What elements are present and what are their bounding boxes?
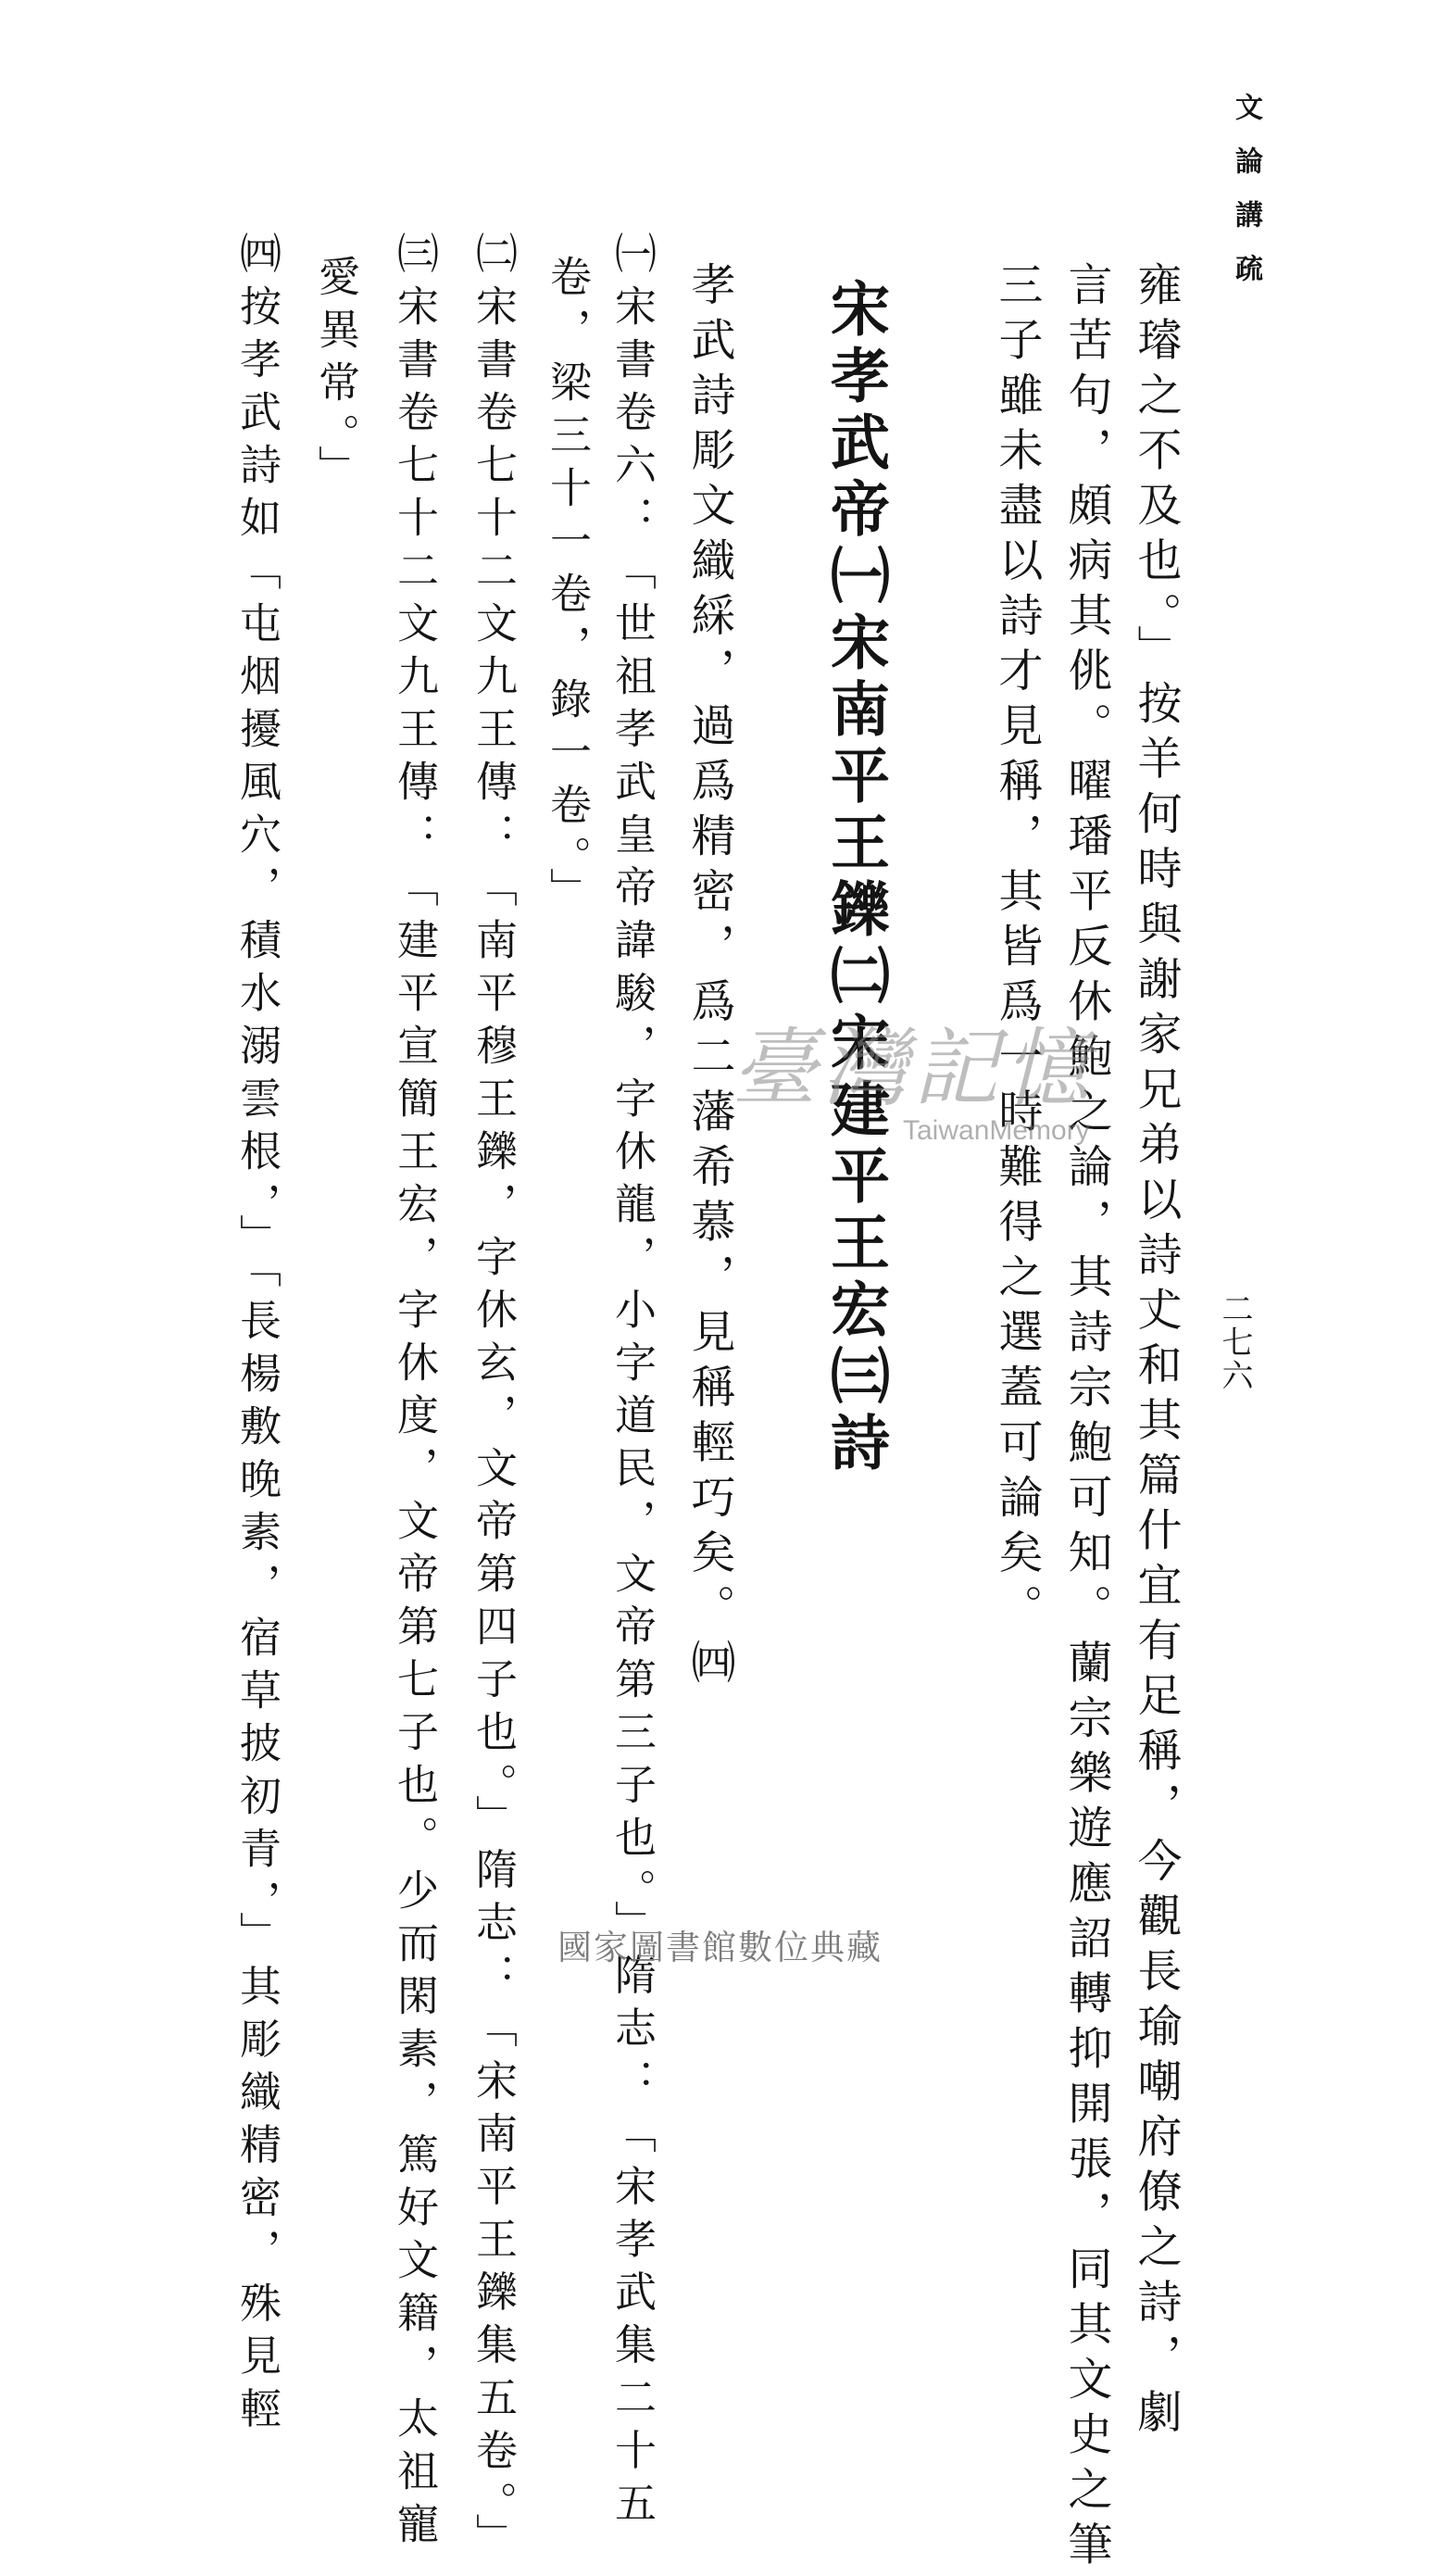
body-text-line-1: 雍璿之不及也。」按羊何時與謝家兄弟以詩𠀋和其篇什宜有足稱，今觀長瑜嘲府僚之詩，劇 <box>1130 261 1182 2444</box>
running-header-title: 文論講疏 <box>1230 93 1262 308</box>
watermark-subtext: TaiwanMemory <box>903 1115 1090 1146</box>
footnote-1-line-2: 卷，梁三十一卷，錄一卷。」 <box>543 255 592 921</box>
section-summary-line: 孝武詩彫文織綵，過爲精密，爲二藩希慕，見稱輕巧矣。㈣ <box>683 261 735 1694</box>
section-heading: 宋孝武帝㈠宋南平王鑠㈡宋建平王宏㈢詩 <box>820 278 890 1478</box>
footnote-1-line-1: ㈠宋書卷六：「世祖孝武皇帝諱駿，字休龍，小字道民，文帝第三子也。」隋志：「宋孝武集二十五 <box>607 232 657 2534</box>
watermark-text: 臺灣記憶 <box>732 1019 1096 1118</box>
footnote-2: ㈡宋書卷七十二文九王傳：「南平穆王鑠，字休玄，文帝第四子也。」隋志：「宋南平王鑠集五卷。」 <box>469 232 518 2566</box>
page-number: 二七六 <box>1216 1292 1253 1392</box>
body-text-line-3: 三子雖未盡以詩才見稱，其皆爲一時難得之選蓋可論矣。 <box>991 261 1043 1640</box>
footnote-4: ㈣按孝武詩如「屯烟擾風穴，積水溺雲根，」「長楊敷晚素，宿草披初青，」其彫織精密，殊見輕 <box>232 232 282 2440</box>
footnote-3-line-2: 愛異常。」 <box>311 255 360 498</box>
library-footer: 國家圖書館數位典藏 <box>557 1928 883 1967</box>
body-text-line-2: 言苦句，頗病其佻。曜璠平反休鮑之論，其詩宗鮑可知。蘭宗樂遊應詔轉抑開張，同其文史之筆 <box>1060 261 1112 2576</box>
footnote-3-line-1: ㈢宋書卷七十二文九王傳：「建平宣簡王宏，字休度，文帝第七子也。少而閑素，篤好文籍，太祖寵 <box>390 232 439 2555</box>
